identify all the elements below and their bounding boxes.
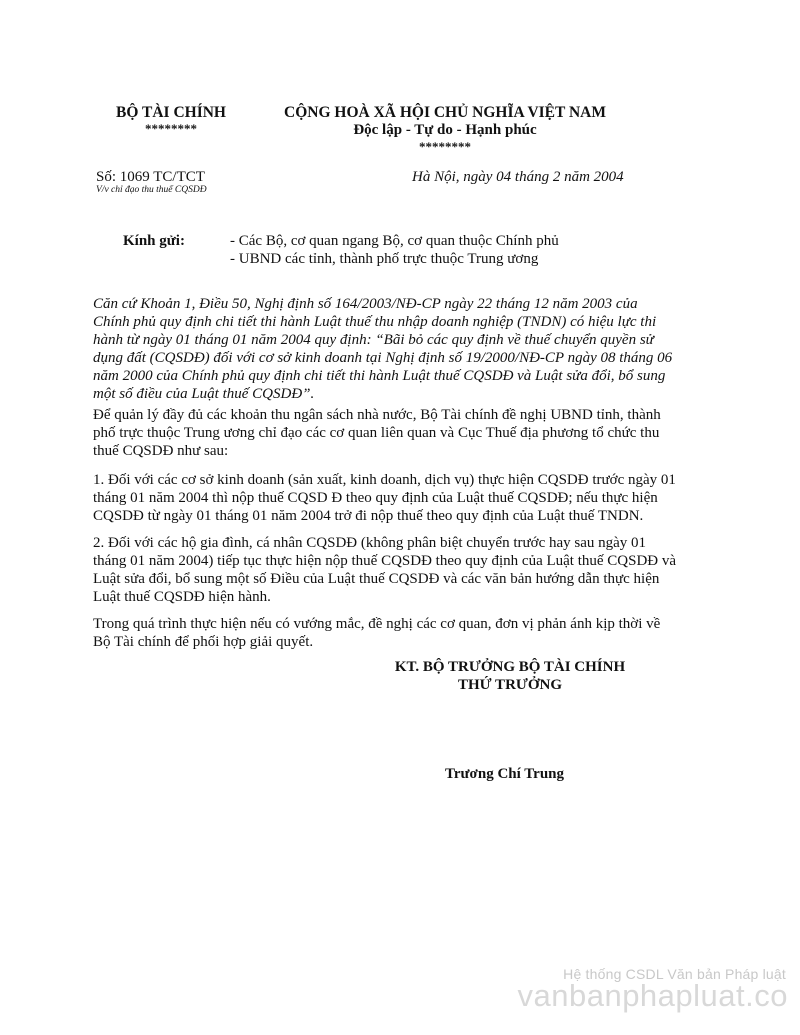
text-line: 2. Đối với các hộ gia đình, cá nhân CQSDĐ (không phân biệt chuyển trước hay sau ngày 01 [93,535,647,551]
text-line: một số điều của Luật thuế CQSDĐ”. [93,386,315,402]
watermark-caption: Hệ thống CSDL Văn bản Pháp luật [563,966,786,982]
text-line: hành từ ngày 01 tháng 01 năm 2004 quy định: “Bãi bỏ các quy định về thuế chuyển quyền sử [93,332,654,348]
body-paragraph-1 [93,295,723,403]
recipients-label: Kính gửi: [123,233,185,249]
signature-title: KT. BỘ TRƯỞNG BỘ TÀI CHÍNH [394,659,626,675]
document-subject: V/v chỉ đạo thu thuế CQSDĐ [96,185,207,195]
text-line: Bộ Tài chính để phối hợp giải quyết. [93,634,314,650]
text-line: Để quản lý đầy đủ các khoản thu ngân sách nhà nước, Bộ Tài chính đề nghị UBND tỉnh, thành [93,407,661,423]
text-line: thuế CQSDĐ như sau: [93,443,229,459]
text-line: Luật sửa đổi, bổ sung một số Điều của Luật thuế CQSDĐ và các văn bản hướng dẫn thực hiện [93,571,660,587]
text-line: phố trực thuộc Trung ương chỉ đạo các cơ quan liên quan và Cục Thuế địa phương tổ chức thu [93,425,660,441]
text-line: Trong quá trình thực hiện nếu có vướng mắc, đề nghị các cơ quan, đơn vị phản ánh kịp thời về [93,616,661,632]
signer-name: Trương Chí Trung [445,766,565,782]
body-paragraph-4 [93,534,723,606]
ministry-name: BỘ TÀI CHÍNH [116,104,226,121]
text-line: tháng 01 năm 2004 thì nộp thuế CQSD Đ theo quy định của Luật thuế CQSDĐ; nếu thực hiện [93,490,658,506]
text-line: Luật thuế CQSDĐ hiện hành. [93,589,271,605]
text-line: CQSDĐ từ ngày 01 tháng 01 năm 2004 trở đi nộp thuế theo quy định của Luật thuế TNDN. [93,508,644,524]
recipient-item: - Các Bộ, cơ quan ngang Bộ, cơ quan thuộc Chính phủ [230,233,559,249]
body-paragraph-2 [93,406,723,460]
text-line: dụng đất (CQSDĐ) đối với cơ sở kinh doanh tại Nghị định số 19/2000/NĐ-CP ngày 08 tháng 06 [93,350,673,366]
body-paragraph-3 [93,471,723,525]
document-number: Số: 1069 TC/TCT [96,169,205,185]
text-line: 1. Đối với các cơ sở kinh doanh (sản xuất, kinh doanh, dịch vụ) thực hiện CQSDĐ trước ngày 01 [93,472,676,488]
motto-stars: ******** [419,139,471,154]
watermark-site: vanbanphapluat.co [517,978,788,1013]
signature-subtitle: THỨ TRƯỞNG [457,677,563,693]
text-line: Căn cứ Khoản 1, Điều 50, Nghị định số 164/2003/NĐ-CP ngày 22 tháng 12 năm 2003 của [93,296,638,312]
place-date: Hà Nội, ngày 04 tháng 2 năm 2004 [412,169,624,185]
country-name: CỘNG HOÀ XÃ HỘI CHỦ NGHĨA VIỆT NAM [284,104,606,121]
text-line: tháng 01 năm 2004) tiếp tục thực hiện nộp thuế CQSDĐ theo quy định của Luật thuế CQSDĐ và [93,553,677,569]
recipient-item: - UBND các tỉnh, thành phố trực thuộc Trung ương [230,251,539,267]
body-paragraph-5 [93,615,723,651]
text-line: năm 2000 của Chính phủ quy định chi tiết thi hành Luật thuế CQSDĐ và Luật sửa đổi, bổ sung [93,368,666,384]
ministry-stars: ******** [145,121,197,136]
national-motto: Độc lập - Tự do - Hạnh phúc [353,122,537,138]
text-line: Chính phủ quy định chi tiết thi hành Luật thuế thu nhập doanh nghiệp (TNDN) có hiệu lực thi [93,314,657,330]
